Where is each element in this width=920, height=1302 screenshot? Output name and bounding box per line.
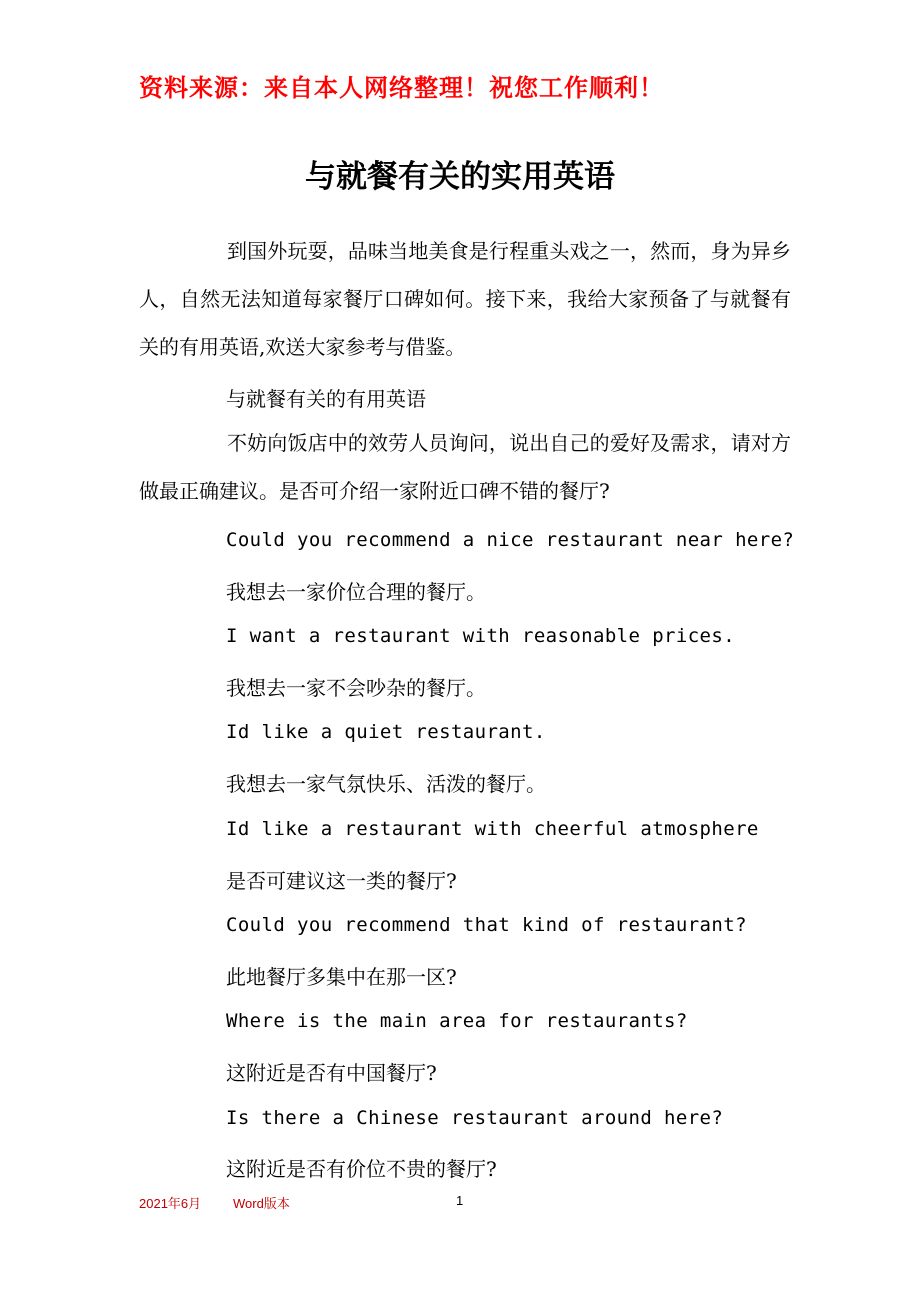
phrase-line: I want a restaurant with reasonable prices. — [226, 625, 736, 647]
phrase-line: 是否可建议这一类的餐厅? — [226, 869, 457, 893]
subheading: 与就餐有关的有用英语 — [226, 387, 426, 411]
footer-version: Word版本 — [233, 1196, 290, 1211]
footer-date: 2021年6月 — [139, 1196, 202, 1211]
document-title: 与就餐有关的实用英语 — [305, 159, 615, 195]
phrase-line: 我想去一家气氛快乐、活泼的餐厅。 — [226, 772, 546, 796]
phrase-line: Where is the main area for restaurants? — [226, 1010, 688, 1032]
phrase-line: 这附近是否有价位不贵的餐厅? — [226, 1157, 497, 1181]
phrase-line: 我想去一家不会吵杂的餐厅。 — [226, 676, 486, 700]
intro-paragraph: 到国外玩耍，品味当地美食是行程重头戏之一，然而，身为异乡人，自然无法知道每家餐厅口碑如何。接下来，我给大家预备了与就餐有关的有用英语,欢送大家参考与借鉴。 — [139, 239, 791, 359]
phrase-line: 我想去一家价位合理的餐厅。 — [226, 580, 486, 604]
advice-paragraph: 不妨向饭店中的效劳人员询问，说出自己的爱好及需求，请对方做最正确建议。是否可介绍一家附近口碑不错的餐厅? — [139, 431, 791, 503]
phrase-line: Id like a restaurant with cheerful atmosphere — [226, 818, 759, 840]
phrase-line: Is there a Chinese restaurant around here? — [226, 1107, 724, 1129]
phrase-line: Id like a quiet restaurant. — [226, 721, 546, 743]
phrase-line: Could you recommend a nice restaurant near here? — [226, 529, 795, 551]
phrase-line: 这附近是否有中国餐厅? — [226, 1061, 437, 1085]
phrase-line: Could you recommend that kind of restaurant? — [226, 914, 747, 936]
phrase-line: 此地餐厅多集中在那一区? — [226, 965, 457, 989]
source-banner: 资料来源：来自本人网络整理！祝您工作顺利！ — [139, 74, 664, 102]
page-number: 1 — [456, 1193, 464, 1208]
